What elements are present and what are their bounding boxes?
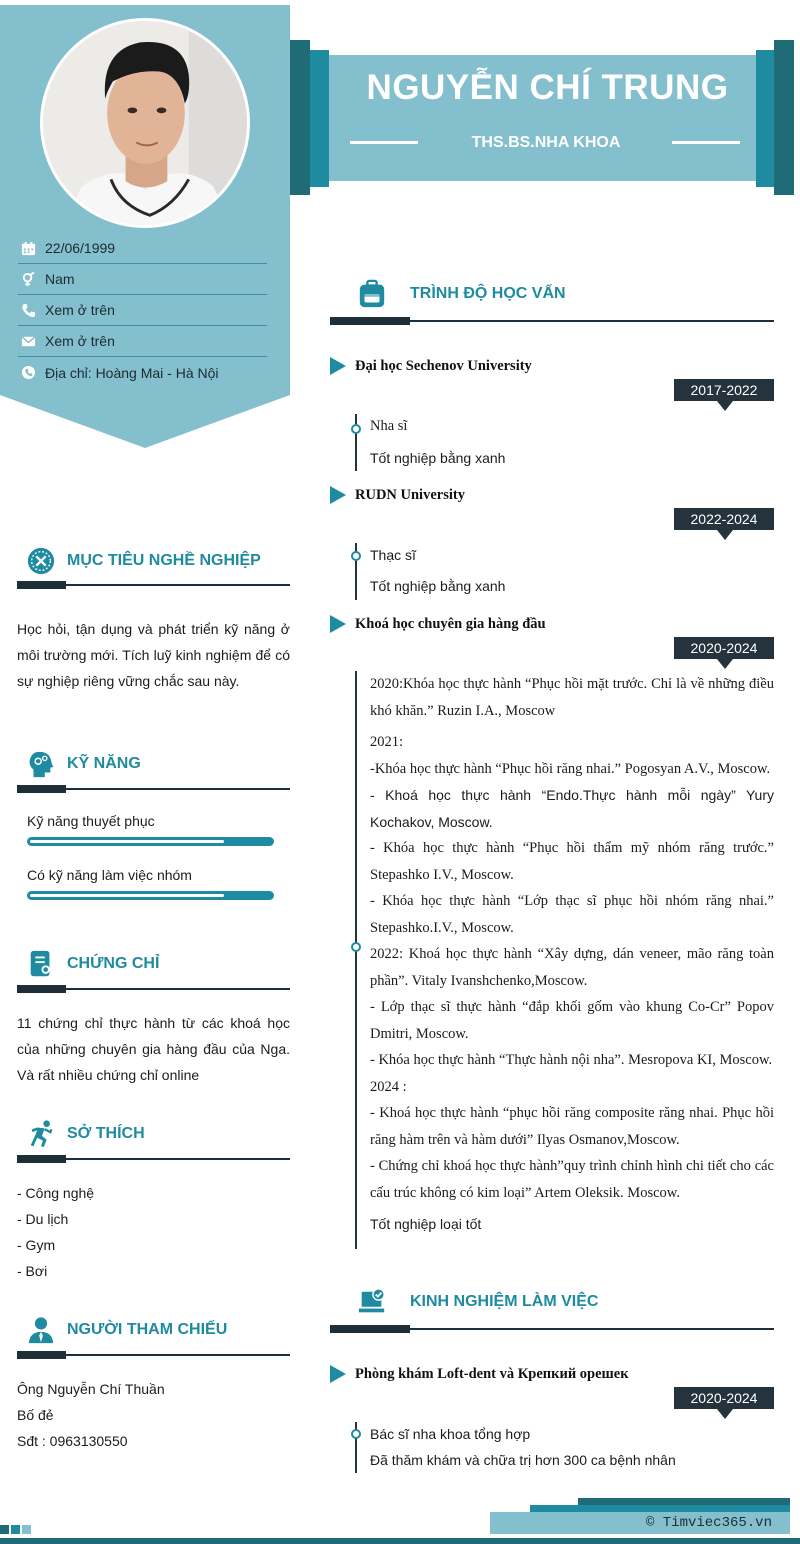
education-heading [356, 276, 566, 312]
references-heading [25, 1310, 290, 1350]
birthdate-text: 22/06/1999 [45, 240, 116, 256]
footer-square [11, 1525, 20, 1534]
contact-birthdate [18, 233, 267, 264]
skills-heading [25, 744, 290, 784]
footer-bottom-bar [0, 1538, 800, 1544]
skills-rule [17, 788, 290, 790]
reference-phone: Sđt : 0963130550 [17, 1433, 128, 1449]
location-icon [18, 365, 38, 381]
date-badge: 2022-2024 [674, 508, 774, 530]
hobbies-heading-text: SỞ THÍCH [67, 1125, 145, 1142]
timeline-line [355, 671, 357, 1249]
experience-heading [356, 1284, 598, 1320]
school-name: RUDN University [355, 486, 465, 503]
title-line-right [672, 141, 740, 144]
hobby-item: - Bơi [17, 1263, 48, 1279]
bullet-triangle-icon [330, 1365, 346, 1383]
job-role: Bác sĩ nha khoa tổng hợp [370, 1426, 531, 1442]
experience-heading-text: KINH NGHIỆM LÀM VIỆC [410, 1293, 599, 1310]
contact-phone [18, 295, 267, 326]
references-heading-text: NGƯỜI THAM CHIẾU [67, 1321, 228, 1338]
references-rule [17, 1354, 290, 1356]
bullet-triangle-icon [330, 357, 346, 375]
bullet-triangle-icon [330, 486, 346, 504]
reference-name: Ông Nguyễn Chí Thuần [17, 1381, 165, 1397]
course-paragraph: 2020:Khóa học thực hành “Phục hồi mặt trước. Chỉ là về những điều khó khăn.” Ruzin I.A., Moscow [370, 676, 774, 719]
education-entry-title [330, 485, 774, 505]
course-list [370, 671, 774, 1238]
footer-brand: © Timviec365.vn [490, 1512, 790, 1534]
timeline-line [355, 414, 357, 471]
graduation-text: Tốt nghiệp bằng xanh [370, 578, 506, 594]
contact-email [18, 326, 267, 357]
course-paragraph: - Khoá học thực hành “phục hồi răng composite răng nhai. Phục hồi răng hàm trên và hàm dưới” Ilyas Osmanov,Moscow. [370, 1105, 774, 1148]
email-text: Xem ở trên [45, 333, 115, 349]
course-paragraph: - Khóa học thực hành “Phục hồi thẩm mỹ nhóm răng trước.” Stepashko I.V., Moscow. [370, 840, 774, 883]
objective-text: Học hỏi, tận dụng và phát triển kỹ năng ở môi trường mới. Tích luỹ kinh nghiệm để có sự nghiệp riêng vững chắc sau này. [17, 621, 290, 689]
skills-heading-text: KỸ NĂNG [67, 755, 141, 772]
header-decor-left-dark [290, 40, 310, 195]
header-decor-right-dark [774, 40, 794, 195]
course-paragraph: 2022: Khoá học thực hành “Xây dựng, dán veneer, mão răng toàn phần”. Vitaly Ivanshchenko,Moscow. [370, 946, 774, 989]
phone-icon [18, 302, 38, 318]
gender-icon [18, 271, 38, 287]
certificates-rule [17, 988, 290, 990]
hobbies-list [17, 1180, 290, 1284]
experience-entry-title [330, 1364, 774, 1384]
objective-rule [17, 584, 290, 586]
timeline-dot [351, 551, 361, 561]
candidate-title: THS.BS.NHA KHOA [471, 134, 621, 151]
objective-heading [25, 541, 290, 581]
hobby-item: - Công nghệ [17, 1185, 95, 1201]
school-name: Đại học Sechenov University [355, 357, 532, 374]
job-description: Đã thăm khám và chữa trị hơn 300 ca bệnh nhân [370, 1452, 676, 1468]
timeline-dot [351, 1429, 361, 1439]
certificates-text: 11 chứng chỉ thực hành từ các khoá học của những chuyên gia hàng đầu của Nga. Và rất nhiều chứng chỉ online [17, 1015, 290, 1083]
course-paragraph: 2024 : [370, 1078, 407, 1095]
laptop-check-icon [356, 1286, 388, 1318]
skill-bar [27, 837, 274, 846]
references-list [17, 1376, 290, 1454]
course-paragraph: - Khóa học thực hành “Lớp thạc sĩ phục hồi nhóm răng nhai.” Stepashko.I.V., Moscow. [370, 893, 774, 936]
bullet-triangle-icon [330, 615, 346, 633]
backpack-icon [356, 278, 388, 310]
skill-bar [27, 891, 274, 900]
certificates-heading [25, 944, 290, 984]
education-entry-title [330, 356, 774, 376]
course-paragraph: - Chứng chỉ khoá học thực hành”quy trình chỉnh hình chi tiết cho các cấu trúc không có kim loại” Artem Oleksik. Moscow. [370, 1158, 774, 1201]
skill-label: Có kỹ năng làm việc nhóm [27, 867, 192, 883]
degree-text: Nha sĩ [370, 418, 408, 434]
avatar [40, 18, 250, 228]
phone-text: Xem ở trên [45, 302, 115, 318]
education-rule [330, 320, 774, 322]
hobbies-heading [25, 1114, 290, 1154]
objective-heading-text: MỤC TIÊU NGHỀ NGHIỆP [67, 552, 261, 569]
school-name: Khoá học chuyên gia hàng đầu [355, 615, 546, 632]
contact-gender [18, 264, 267, 295]
course-paragraph: -Khóa học thực hành “Phục hồi răng nhai.” Pogosyan A.V., Moscow. [370, 760, 771, 777]
header-decor-left-mid [310, 50, 329, 187]
certificate-icon [25, 948, 57, 980]
graduation-text: Tốt nghiệp bằng xanh [370, 450, 506, 466]
course-paragraph: 2021: [370, 734, 404, 750]
target-icon [25, 545, 57, 577]
experience-rule [330, 1328, 774, 1330]
timeline-dot [351, 942, 361, 952]
hobby-item: - Du lịch [17, 1211, 69, 1227]
hobbies-rule [17, 1158, 290, 1160]
athlete-icon [25, 1118, 57, 1150]
education-heading-text: TRÌNH ĐỘ HỌC VẤN [410, 285, 566, 302]
reference-relation: Bố đẻ [17, 1407, 54, 1423]
calendar-icon [18, 240, 38, 256]
address-text: Địa chỉ: Hoàng Mai - Hà Nội [45, 364, 219, 381]
course-paragraph: - Khoá học thực hành “Endo.Thực hành mỗi ngày” Yury Kochakov, Moscow. [370, 787, 774, 830]
course-paragraph: - Lớp thạc sĩ thực hành “đắp khối gốm vào khung Co-Cr” Popov Dmitri, Moscow. [370, 999, 774, 1042]
email-icon [18, 333, 38, 349]
company-name: Phòng khám Loft-dent và Крепкий орешек [355, 1365, 629, 1382]
certificates-heading-text: CHỨNG CHỈ [67, 955, 160, 972]
degree-text: Thạc sĩ [370, 547, 416, 563]
gender-text: Nam [45, 271, 75, 287]
person-icon [25, 1314, 57, 1346]
date-badge: 2020-2024 [674, 1387, 774, 1409]
course-paragraph: Tốt nghiệp loại tốt [370, 1216, 482, 1232]
footer-decor-bar-mid [530, 1505, 790, 1512]
footer-square [0, 1525, 9, 1534]
footer-square [22, 1525, 31, 1534]
skill-item [27, 867, 274, 900]
skill-item [27, 813, 274, 846]
timeline-dot [351, 424, 361, 434]
hobby-item: - Gym [17, 1237, 56, 1253]
candidate-name: NGUYỄN CHÍ TRUNG [366, 68, 729, 107]
course-paragraph: - Khóa học thực hành “Thực hành nội nha”. Mesropova KI, Moscow. [370, 1052, 773, 1068]
skill-bar-fill [30, 894, 224, 897]
head-gears-icon [25, 748, 57, 780]
avatar-photo [43, 21, 247, 225]
date-badge: 2020-2024 [674, 637, 774, 659]
date-badge: 2017-2022 [674, 379, 774, 401]
contact-address [18, 357, 267, 388]
skill-label: Kỹ năng thuyết phục [27, 813, 155, 829]
title-line-left [350, 141, 418, 144]
education-entry-title [330, 614, 774, 634]
skill-bar-fill [30, 840, 224, 843]
